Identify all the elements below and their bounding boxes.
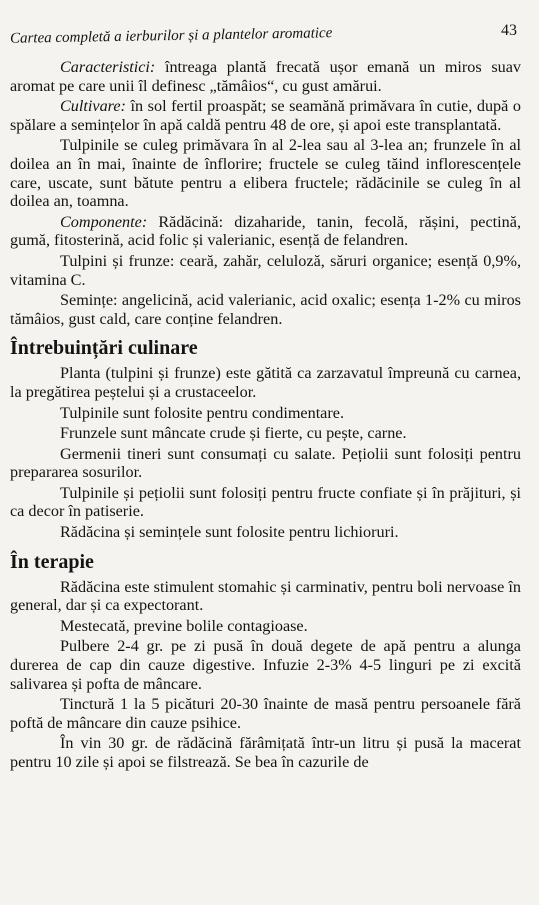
therapy-paragraph: Mestecată, previne bolile contagioase.: [60, 616, 308, 635]
therapy-paragraph: Rădăcina este stimulent stomahic și carminativ, pentru boli nervoase în general, dar și ca expectorant.: [10, 577, 521, 615]
text-components: Rădăcină: dizaharide, tanin, fecolă, rășini, pectină, gumă, fitosterină, acid folic și valerianic, esență de felandren.: [10, 212, 521, 250]
culinary-paragraph: Tulpinile sunt folosite pentru condimentare.: [60, 403, 344, 422]
culinary-paragraph: Rădăcina și semințele sunt folosite pentru lichioruri.: [60, 523, 399, 542]
paragraph-characteristics: [10, 58, 521, 95]
page-header: [10, 18, 521, 58]
culinary-paragraph: Frunzele sunt mâncate crude și fierte, cu pește, carne.: [60, 424, 407, 443]
heading-therapy: În terapie: [10, 550, 94, 573]
therapy-paragraph: În vin 30 gr. de rădăcină fărâmițată într-un litru și pusă la macerat pentru 10 zile și apoi se filstrează. Se bea în cazurile de: [10, 734, 521, 771]
paragraph-cultivation: [10, 97, 521, 134]
label-cultivation: Cultivare:: [60, 97, 126, 116]
label-characteristics: Caracteristici:: [60, 58, 156, 76]
text-cultivation: în sol fertil proaspăt; se seamănă primăvara în cutie, după o spălare a semințelor în apă caldă pentru 48 de ore, și apoi este transplantată.: [10, 97, 521, 134]
paragraph-components: [10, 213, 521, 250]
running-title: Cartea completă a ierburilor și a plantelor aromatice: [9, 25, 333, 47]
paragraph-seeds: Semințe: angelicină, acid valerianic, acid oxalic; esența 1-2% cu miros tămâios, gust cald, care conține felandren.: [10, 291, 521, 328]
culinary-paragraph: Planta (tulpini și frunze) este gătită ca zarzavatul împreună cu carnea, la pregătirea peștelui și a crustaceelor.: [10, 364, 521, 401]
paragraph-stems-leaves: Tulpini și frunze: ceară, zahăr, celuloză, săruri organice; esență 0,9%, vitamina C.: [10, 251, 521, 289]
page-number: 43: [501, 22, 517, 39]
culinary-paragraph: Tulpinile și pețiolii sunt folosiți pentru fructe confiate și în prăjituri, și ca decor în patiserie.: [10, 483, 521, 521]
therapy-paragraph: Pulbere 2-4 gr. pe zi pusă în două degete de apă pentru a alunga durerea de cap din cauze digestive. Infuzie 2-3% 4-5 linguri pe zi excită salivarea și pofta de mâncare.: [10, 637, 521, 693]
heading-culinary: Întrebuințări culinare: [10, 337, 198, 360]
text-characteristics: întreaga plantă frecată ușor emană un miros suav aromat pe care unii îl definesc „tămâios“, cu gust amărui.: [10, 58, 521, 95]
culinary-paragraph: Germenii tineri sunt consumați cu salate. Pețiolii sunt folosiți pentru prepararea sosurilor.: [10, 444, 521, 482]
label-components: Componente:: [60, 212, 148, 231]
therapy-paragraph: Tinctură 1 la 5 picături 20-30 înainte de masă pentru persoanele fără poftă de mâncare din cauze psihice.: [10, 695, 521, 732]
paragraph-harvest: Tulpinile se culeg primăvara în al 2-lea sau al 3-lea an; frunzele în al doilea an în mai, înainte de înflorire; fructele se culeg tăind inflorescențele care, uscate, sunt bătute pentru a elibera fructele; rădăcinile se culeg în al doilea an, toamna.: [10, 136, 521, 211]
